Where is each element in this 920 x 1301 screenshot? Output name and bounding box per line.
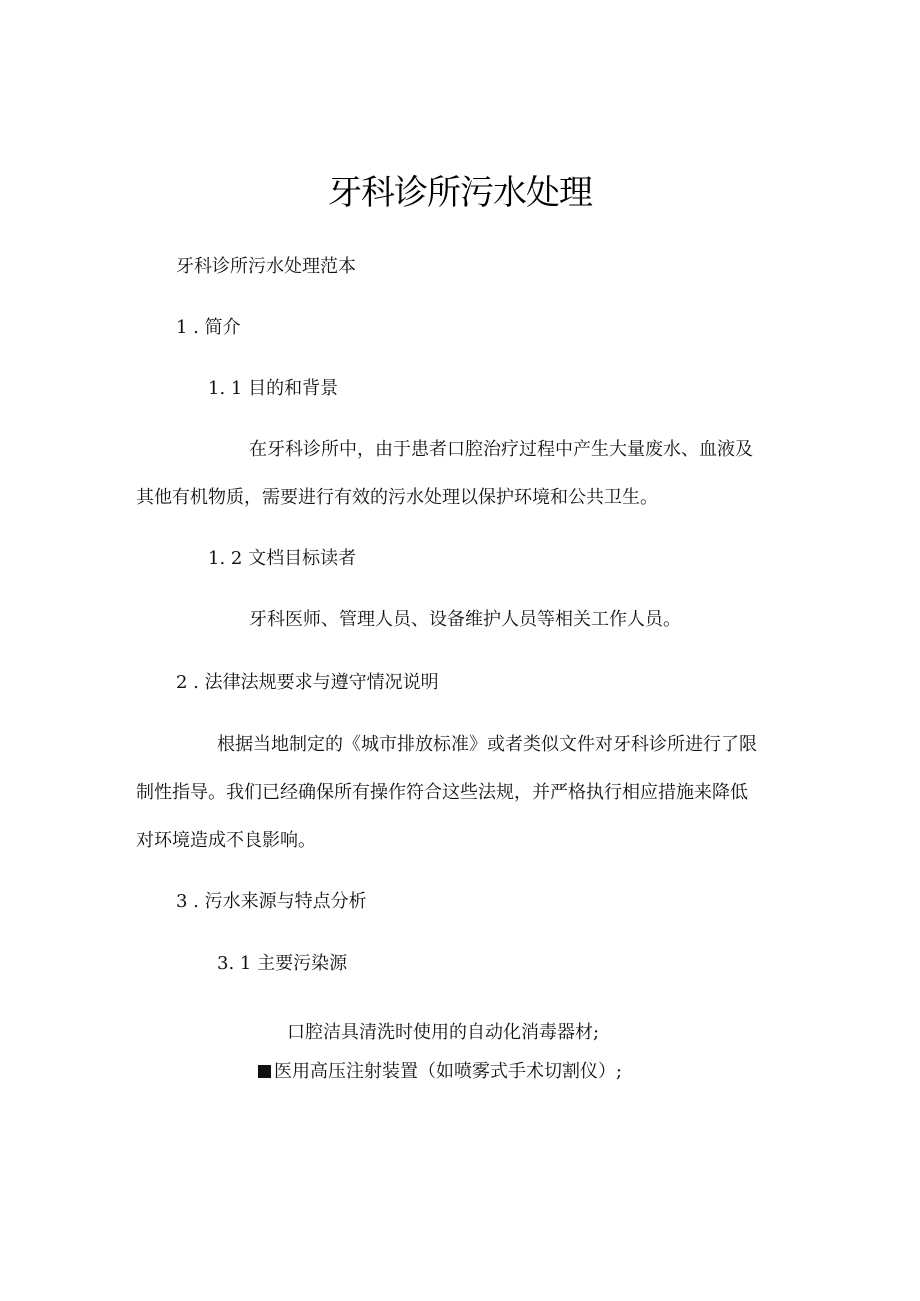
- section-1-2-body: 牙科医师、管理人员、设备维护人员等相关工作人员。: [249, 609, 681, 630]
- section-2-body-line-3: 对环境造成不良影响。: [136, 830, 316, 851]
- document-title: 牙科诊所污水处理: [328, 173, 592, 213]
- section-3-1-heading: 3. 1 主要污染源: [217, 953, 348, 974]
- document-subtitle: 牙科诊所污水处理范本: [176, 256, 356, 277]
- section-3-1-item-1: 口腔洁具清洗时使用的自动化消毒器材;: [287, 1022, 600, 1043]
- section-1-1-body-line-2: 其他有机物质，需要进行有效的污水处理以保护环境和公共卫生。: [136, 487, 658, 508]
- bullet-square-icon: [258, 1065, 271, 1078]
- section-3-1-item-2: [258, 1063, 622, 1081]
- section-1-2-heading: 1. 2 文档目标读者: [208, 548, 357, 569]
- section-1-heading: 1 . 简介: [176, 317, 241, 338]
- section-3-1-item-2-text: 医用高压注射装置（如喷雾式手术切割仪）;: [274, 1061, 623, 1082]
- section-1-1-heading: 1. 1 目的和背景: [208, 378, 339, 399]
- section-3-heading: 3 . 污水来源与特点分析: [176, 891, 367, 912]
- section-2-heading: 2 . 法律法规要求与遵守情况说明: [176, 672, 439, 693]
- section-1-1-body-line-1: 在牙科诊所中，由于患者口腔治疗过程中产生大量废水、血液及: [249, 439, 753, 460]
- section-2-body-line-2: 制性指导。我们已经确保所有操作符合这些法规，并严格执行相应措施来降低: [136, 782, 748, 803]
- section-2-body-line-1: 根据当地制定的《城市排放标准》或者类似文件对牙科诊所进行了限: [217, 734, 757, 755]
